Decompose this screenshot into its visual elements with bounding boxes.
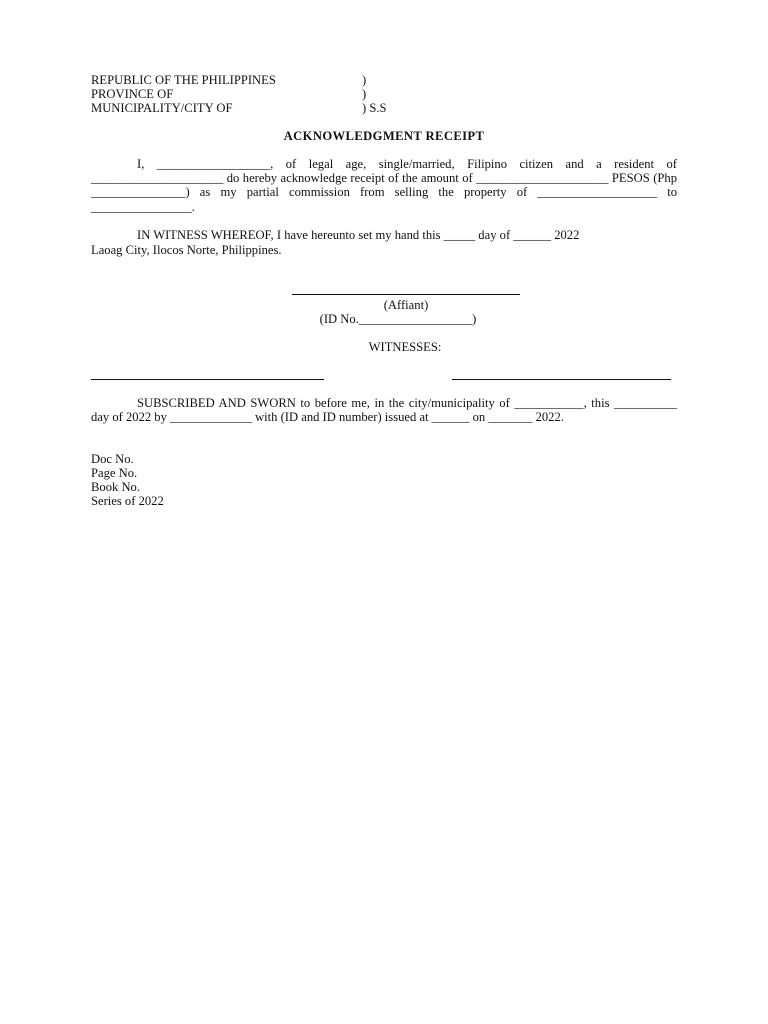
witness-signature-line-2 xyxy=(452,379,671,380)
witness-location-line: Laoag City, Ilocos Norte, Philippines. xyxy=(91,243,282,257)
witness-signature-line-1 xyxy=(91,379,324,380)
affiant-id-line: (ID No.__________________) xyxy=(319,312,477,326)
affiant-signature-line xyxy=(292,294,520,295)
affiant-label: (Affiant) xyxy=(383,298,429,312)
acknowledgment-paragraph: I, __________________, of legal age, single/married, Filipino citizen and a resident of _____________________ do hereby acknowledge receipt of the amount of _____________________ PESOS (Php _______________) as my partial commission from selling the property of ___________________ to ________________. xyxy=(91,157,677,214)
jurat-paragraph: SUBSCRIBED AND SWORN to before me, in the city/municipality of ___________, this __________ day of 2022 by _____________ with (ID and ID number) issued at ______ on _______ 2022. xyxy=(91,396,677,425)
series-of: Series of 2022 xyxy=(91,494,164,508)
page-no: Page No. xyxy=(91,466,138,480)
doc-no: Doc No. xyxy=(91,452,134,466)
book-no: Book No. xyxy=(91,480,140,494)
witnesses-label: WITNESSES: xyxy=(368,340,442,354)
witness-whereof-line: IN WITNESS WHEREOF, I have hereunto set my hand this _____ day of ______ 2022 xyxy=(137,228,580,242)
header-paren-2: ) xyxy=(362,87,367,101)
document-title: ACKNOWLEDGMENT RECEIPT xyxy=(283,129,485,143)
header-municipality: MUNICIPALITY/CITY OF xyxy=(91,101,233,115)
header-paren-1: ) xyxy=(362,73,367,87)
header-paren-ss: ) S.S xyxy=(362,101,387,115)
header-province: PROVINCE OF xyxy=(91,87,174,101)
header-republic: REPUBLIC OF THE PHILIPPINES xyxy=(91,73,276,87)
